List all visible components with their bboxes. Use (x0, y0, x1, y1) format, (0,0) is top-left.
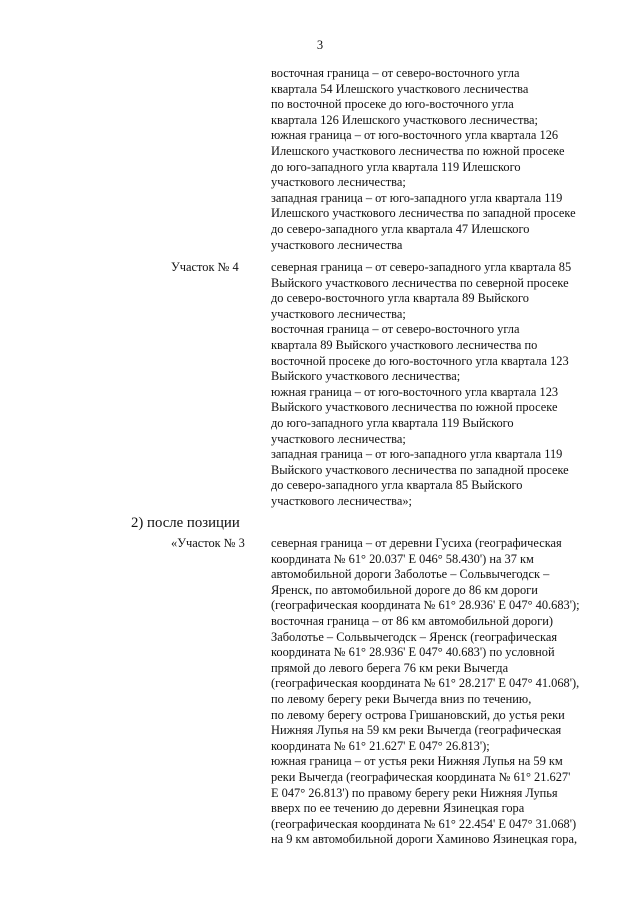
text-line: до северо-западного угла квартала 47 Илешского (271, 221, 530, 236)
text-line: западная граница – от юго-западного угла квартала 119 (271, 447, 563, 462)
text-line: координата № 61° 28.936' Е 047° 40.683') по условной (271, 645, 555, 660)
text-line: Выйского участкового лесничества по южной просеке (271, 400, 558, 415)
text-line: прямой до левого берега 76 км реки Вычегда (271, 660, 509, 675)
text-line: координата № 61° 21.627' Е 047° 26.813'); (271, 738, 490, 753)
text-line: координата № 61° 20.037' Е 046° 58.430') на 37 км (271, 551, 534, 566)
text-line: автомобильной дороги Заболотье – Сольвычегодск – (271, 567, 550, 582)
text-line: южная граница – от юго-восточного угла квартала 123 (271, 384, 559, 399)
text-line: восточная граница – от северо-восточного угла (271, 322, 520, 337)
text-line: восточной просеке до юго-восточного угла квартала 123 (271, 353, 569, 368)
text-line: северная граница – от северо-западного угла квартала 85 (271, 260, 572, 274)
text-line: участкового лесничества; (271, 431, 406, 446)
text-line: южная граница – от устья реки Нижняя Лупья на 59 км (271, 754, 563, 769)
text-line: квартала 126 Илешского участкового лесничества; (271, 112, 538, 127)
text-line: участкового лесничества»; (271, 493, 412, 508)
text-line: по левому берегу острова Гришановский, до устья реки (271, 707, 565, 722)
text-line: Выйского участкового лесничества по северной просеке (271, 275, 569, 290)
text-line: вверх по ее течению до деревни Язинецкая гора (271, 801, 525, 816)
text-line: северная граница – от деревни Гусиха (географическая (271, 536, 562, 550)
text-line: Выйского участкового лесничества; (271, 369, 461, 384)
text-line: квартала 89 Выйского участкового лесничества по (271, 337, 538, 352)
text-line: Яренск, по автомобильной дороге до 86 км дороги (271, 582, 538, 597)
text-line: Илешского участкового лесничества по южной просеке (271, 143, 565, 158)
section-label-plot-4: Участок № 4 (171, 260, 239, 274)
text-line: (географическая координата № 61° 28.936' Е 047° 40.683'); (271, 598, 580, 613)
text-line: участкового лесничества; (271, 175, 406, 190)
text-line: Заболотье – Сольвычегодск – Яренск (географическая (271, 629, 558, 644)
paragraph-plot-4-boundaries (271, 260, 621, 510)
text-line: Выйского участкового лесничества по западной просеке (271, 462, 569, 477)
text-line: до юго-западного угла квартала 119 Илешского (271, 159, 521, 174)
page-number: 3 (316, 38, 324, 52)
text-line: участкового лесничества (271, 237, 403, 252)
text-line: реки Вычегда (географическая координата № 61° 21.627' (271, 769, 571, 784)
text-line: квартала 54 Илешского участкового лесничества (271, 81, 529, 96)
text-line: Е 047° 26.813') по правому берегу реки Нижняя Лупья (271, 785, 558, 800)
text-line: Нижняя Лупья на 59 км реки Вычегда (географическая (271, 723, 562, 738)
text-line: до юго-западного угла квартала 119 Выйского (271, 415, 514, 430)
text-line: до северо-восточного угла квартала 89 Выйского (271, 291, 529, 306)
paragraph-plot-3-boundaries (271, 536, 621, 848)
text-line: Илешского участкового лесничества по западной просеке (271, 206, 576, 221)
text-line: восточная граница – от 86 км автомобильной дороги) (271, 613, 553, 628)
section-label-plot-3: «Участок № 3 (171, 536, 245, 550)
text-line: южная граница – от юго-восточного угла квартала 126 (271, 128, 559, 143)
section-heading: 2) после позиции (131, 515, 240, 531)
text-line: участкового лесничества; (271, 306, 406, 321)
text-line: (географическая координата № 61° 28.217' Е 047° 41.068'), (271, 676, 580, 691)
text-line: на 9 км автомобильной дороги Хаминово Язинецкая гора, (271, 832, 578, 847)
text-line: по восточной просеке до юго-восточного угла (271, 97, 514, 112)
paragraph-ileshsky-boundaries (271, 66, 621, 253)
text-line: восточная граница – от северо-восточного угла (271, 66, 520, 80)
text-line: (географическая координата № 61° 22.454' Е 047° 31.068') (271, 816, 577, 831)
text-line: до северо-западного угла квартала 85 Выйского (271, 478, 523, 493)
text-line: западная граница – от юго-западного угла квартала 119 (271, 190, 563, 205)
text-line: по левому берегу реки Вычегда вниз по течению, (271, 691, 532, 706)
